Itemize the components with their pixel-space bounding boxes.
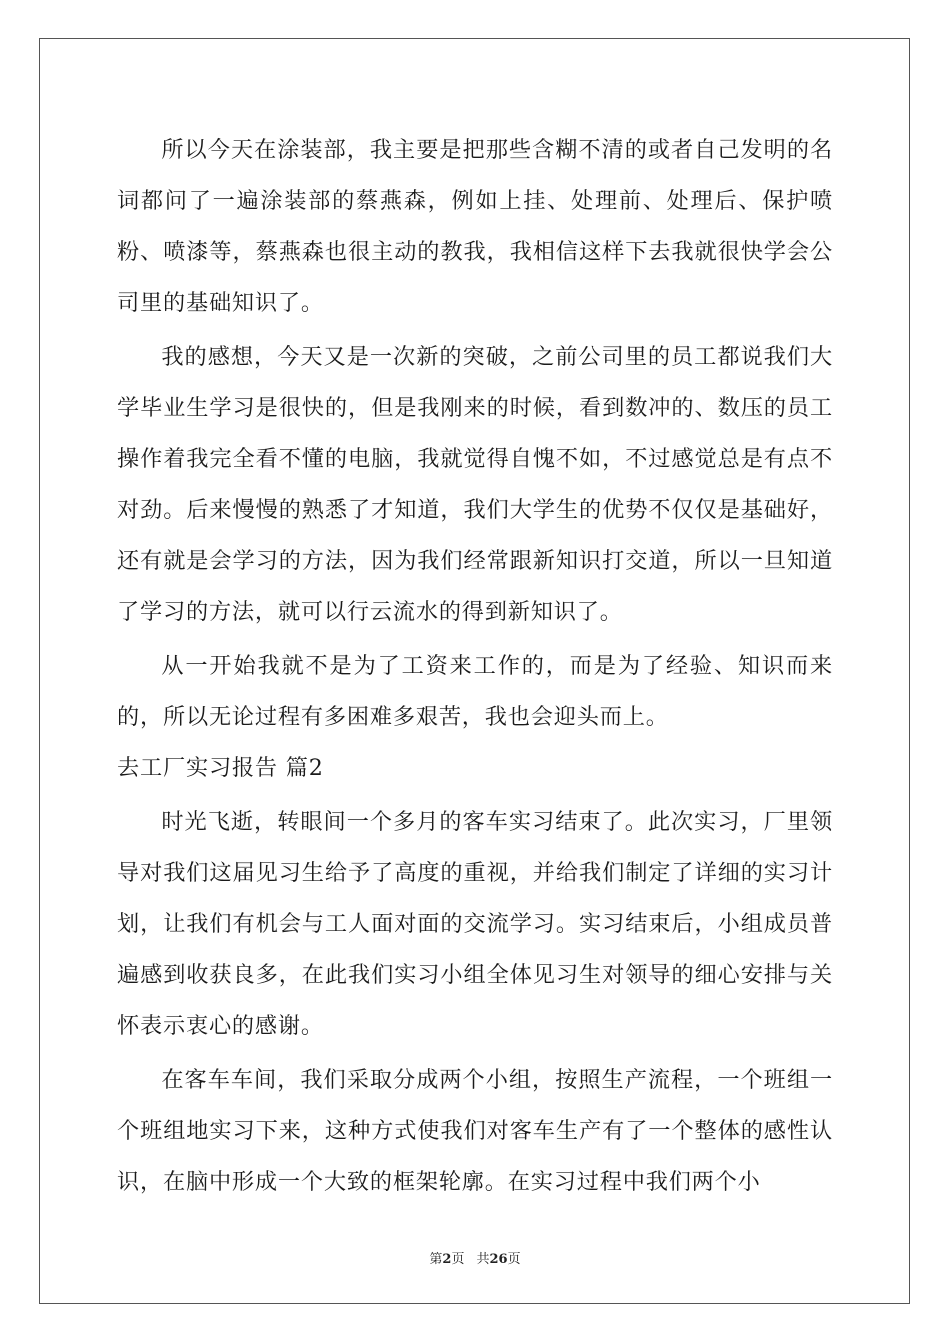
section-heading: 去工厂实习报告 篇2: [117, 755, 324, 781]
total-prefix: 共: [476, 1252, 490, 1267]
total-pages: 26: [489, 1252, 508, 1267]
document-body: [117, 125, 833, 1208]
page-number: 2: [442, 1252, 452, 1267]
total-suffix: 页: [507, 1252, 521, 1267]
paragraph: 从一开始我就不是为了工资来工作的，而是为了经验、知识而来的，所以无论过程有多困难多艰苦，我也会迎头而上。: [117, 653, 833, 730]
page-suffix: 页: [451, 1252, 465, 1267]
paragraph: 在客车车间，我们采取分成两个小组，按照生产流程，一个班组一个班组地实习下来，这种方式使我们对客车生产有了一个整体的感性认识，在脑中形成一个大致的框架轮廓。在实习过程中我们两个小: [117, 1067, 833, 1195]
page-prefix: 第: [429, 1252, 443, 1267]
paragraph: 所以今天在涂装部，我主要是把那些含糊不清的或者自己发明的名词都问了一遍涂装部的蔡燕森，例如上挂、处理前、处理后、保护喷粉、喷漆等，蔡燕森也很主动的教我，我相信这样下去我就很快学会公司里的基础知识了。: [117, 137, 833, 316]
page-footer: [0, 1248, 950, 1267]
paragraph: 我的感想，今天又是一次新的突破，之前公司里的员工都说我们大学毕业生学习是很快的，但是我刚来的时候，看到数冲的、数压的员工操作着我完全看不懂的电脑，我就觉得自愧不如，不过感觉总是有点不对劲。后来慢慢的熟悉了才知道，我们大学生的优势不仅仅是基础好，还有就是会学习的方法，因为我们经常跟新知识打交道，所以一旦知道了学习的方法，就可以行云流水的得到新知识了。: [117, 344, 833, 625]
paragraph: 时光飞逝，转眼间一个多月的客车实习结束了。此次实习，厂里领导对我们这届见习生给予了高度的重视，并给我们制定了详细的实习计划，让我们有机会与工人面对面的交流学习。实习结束后，小组成员普遍感到收获良多，在此我们实习小组全体见习生对领导的细心安排与关怀表示衷心的感谢。: [117, 809, 833, 1039]
